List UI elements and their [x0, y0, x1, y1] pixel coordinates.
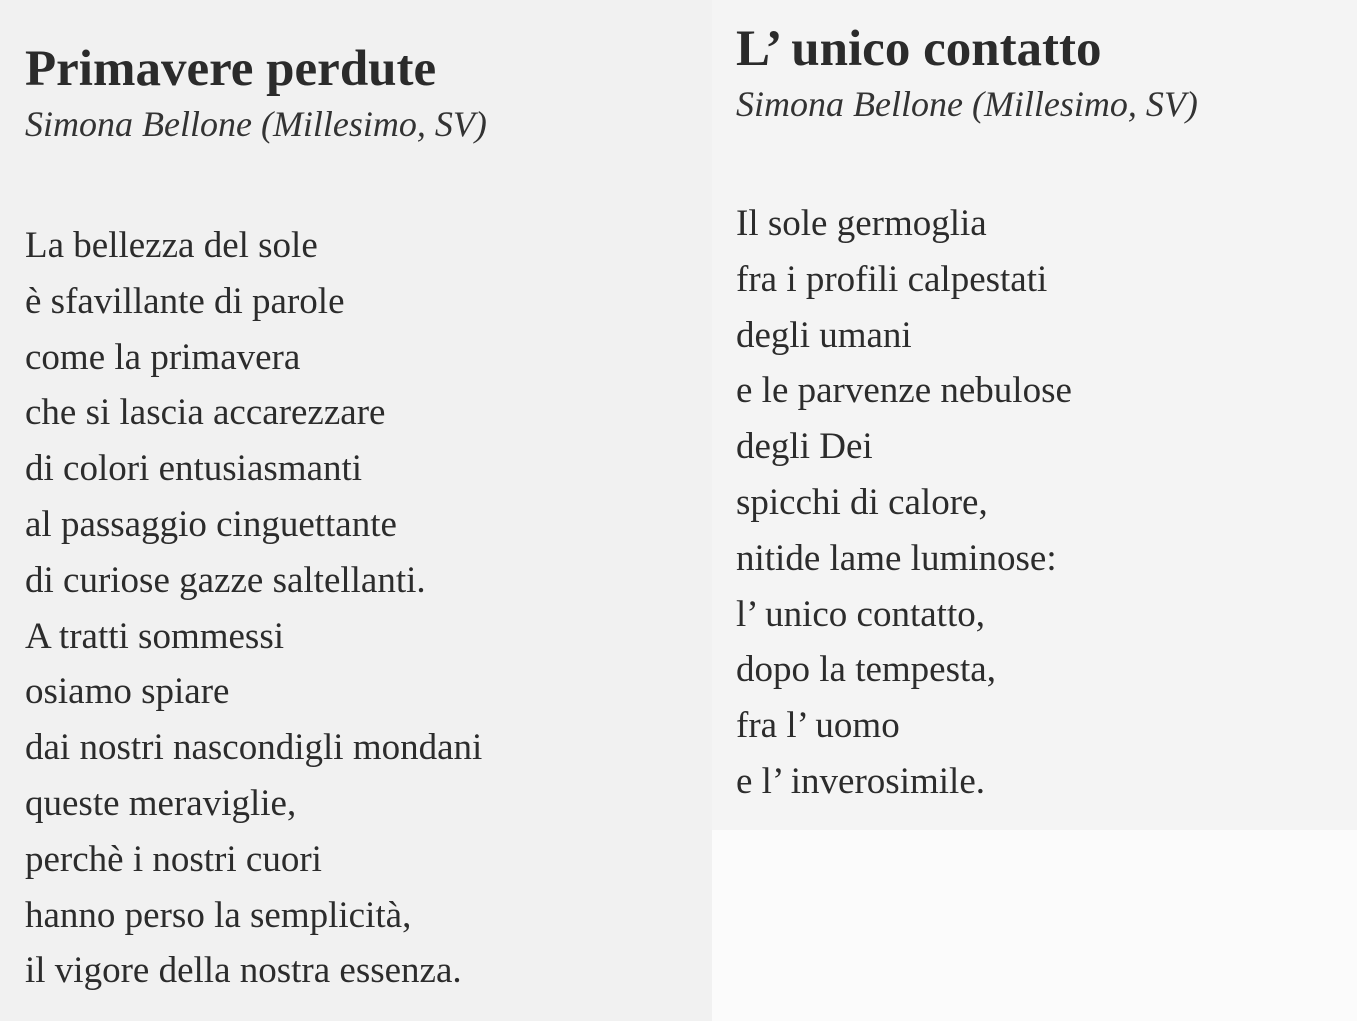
poem-line: come la primavera	[25, 336, 301, 378]
poem-line: al passaggio cinguettante	[25, 503, 397, 545]
poem-line: perchè i nostri cuori	[25, 838, 322, 880]
poem-line: dai nostri nascondigli mondani	[25, 727, 483, 769]
blank-area	[712, 830, 1357, 1021]
poem-line: dopo la tempesta,	[736, 649, 996, 691]
poem-verses	[736, 196, 1198, 810]
poem-line: di colori entusiasmanti	[25, 448, 363, 490]
poem-line: di curiose gazze saltellanti.	[25, 559, 426, 601]
poem-line: A tratti sommessi	[25, 615, 284, 657]
poem-line: nitide lame luminose:	[736, 537, 1057, 579]
poem-line: che si lascia accarezzare	[25, 392, 386, 434]
poem-line: e le parvenze nebulose	[736, 370, 1072, 412]
poem-title: Primavere perdute	[25, 41, 437, 97]
poem-line: e l’ inverosimile.	[736, 760, 985, 802]
poem-title: L’ unico contatto	[736, 21, 1102, 77]
poem-primavere-perdute	[25, 38, 487, 999]
poem-line: fra l’ uomo	[736, 705, 900, 747]
poem-l-unico-contatto	[736, 18, 1198, 810]
poem-line: fra i profili calpestati	[736, 258, 1048, 300]
poem-author: Simona Bellone (Millesimo, SV)	[25, 104, 487, 144]
poem-line: hanno perso la semplicità,	[25, 894, 412, 936]
poem-line: Il sole germoglia	[736, 203, 987, 244]
poem-line: è sfavillante di parole	[25, 280, 345, 322]
poem-line: l’ unico contatto,	[736, 593, 985, 635]
poem-author: Simona Bellone (Millesimo, SV)	[736, 84, 1198, 124]
poem-line: La bellezza del sole	[25, 225, 318, 266]
poem-line: osiamo spiare	[25, 671, 230, 713]
poem-line: degli Dei	[736, 426, 873, 468]
poem-line: spicchi di calore,	[736, 481, 988, 523]
poem-line: degli umani	[736, 314, 912, 356]
poem-line: queste meraviglie,	[25, 782, 297, 824]
poem-verses	[25, 218, 487, 999]
poem-line: il vigore della nostra essenza.	[25, 950, 462, 992]
